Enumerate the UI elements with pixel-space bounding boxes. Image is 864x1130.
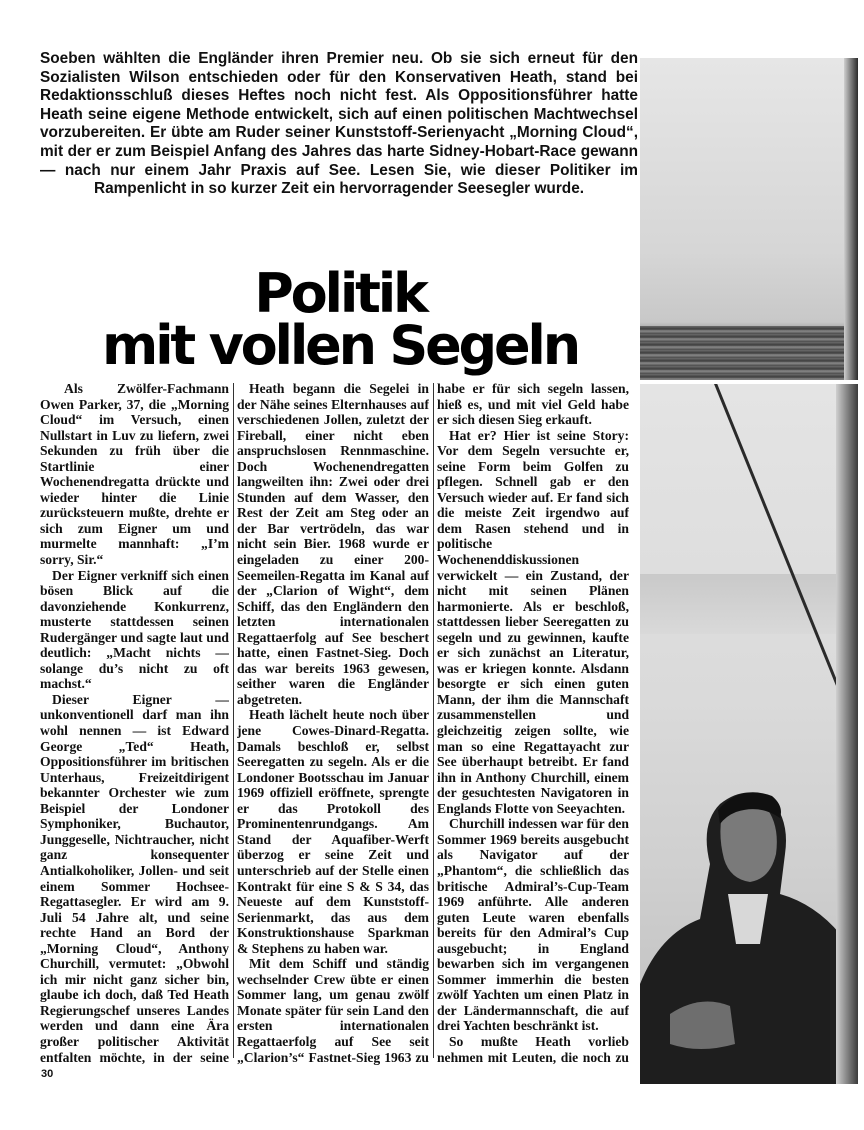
photo-yachtsman <box>640 384 858 1084</box>
column-paragraph: Heath lächelt heute noch über jene Cowes-Dinard-Regatta. Damals beschloß er, selbst Seeregatten zu segeln. Als er die Londoner Bootsschau im Januar 1969 offiziell eröffnete, sprengte er das Protokoll des Prominentenrundgangs. Am Stand der Aquafiber-Werft überzog er seine Zeit und unterschrieb auf der Stelle einen Kontrakt für eine S & S 34, das Neueste auf dem Kunststoff-Serienmarkt, das aus dem Konstruktionshause Sparkman & Stephens zu haben war. <box>237 707 429 956</box>
column-divider <box>233 383 234 1058</box>
column-paragraph: Churchill indessen war für den Sommer 1969 bereits ausgebucht als Navigator auf der „Phantom“, die schließlich das britische Admiral’s-Cup-Team 1969 anführte. Alle anderen guten Leute waren ebenfalls bereits für den Admiral’s Cup ausgebucht; in England bewarben sich im vergangenen Sommer immerhin die besten zwölf Yachten um einen Platz in der Ländermannschaft, die auf drei Yachten beschränkt ist. <box>437 816 629 1034</box>
headline <box>80 262 600 377</box>
column-paragraph: Hat er? Hier ist seine Story: Vor dem Segeln versuchte er, seine Form beim Golfen zu pflegen. Schnell gab er den Versuch wieder auf. Er fand sich die meiste Zeit irgendwo auf dem Rasen stehend und in politische Wochenenddiskussionen verwickelt — ein Zustand, der nicht mit seinen Plänen harmonierte. Als er beschloß, stattdessen lieber Seeregatten zu segeln und zu gewinnen, kaufte er sich zunächst an Literatur, was er kriegen konnte. Alsdann besorgte er sich einen guten Mann, der ihm die Mannschaft zusammenstellen und gleichzeitig zeigen sollte, wie man so eine Regattayacht zur See überhaupt betreibt. Er fand ihn in Anthony Churchill, einem der gesuchtesten Navigatoren in Englands Flotte von Seeyachten. <box>437 427 629 816</box>
column-divider <box>433 383 434 1058</box>
text-column-3 <box>437 381 629 1066</box>
text-column-2 <box>237 381 429 1066</box>
column-paragraph: Der Eigner verkniff sich einen bösen Blick auf die davonziehende Konkurrenz, musterte stattdessen seinen Rudergänger und sagte laut und deutlich: „Macht nichts — solange du’s nicht zu oft machst.“ <box>40 567 229 692</box>
headline-line-2: mit vollen Segeln <box>102 314 578 377</box>
intro-paragraph: Soeben wählten die Engländer ihren Premier neu. Ob sie sich erneut für den Sozialisten Wilson entschieden oder für den Konservativen Heath, stand bei Redaktionsschluß dieses Heftes noch nicht fest. Als Oppositionsführer hatte Heath seine eigene Methode entwickelt, sich auf einen politischen Machtwechsel vorzubereiten. Er übte am Ruder seiner Kunststoff-Serienyacht „Morning Cloud“, mit der er zum Beispiel Anfang des Jahres das harte Sidney-Hobart-Race gewann — nach nur einem Jahr Praxis auf See. Lesen Sie, wie dieser Politiker im Rampenlicht in so kurzer Zeit ein hervorragender Seesegler wurde. <box>40 50 638 198</box>
headline-line-1: Politik <box>254 262 426 325</box>
column-paragraph: Als Zwölfer-Fachmann Owen Parker, 37, die „Morning Cloud“ im Versuch, einen Nullstart in Luv zu liefern, zwei Sekunden zu früh über die Startlinie einer Wochenendregatta drückte und wieder hinter die Linie zurücksteuern mußte, drehte er sich zum Eigner um und murmelte mannhaft: „I’m sorry, Sir.“ <box>40 381 229 568</box>
photo-sea-horizon <box>640 58 858 380</box>
column-paragraph: Heath begann die Segelei in der Nähe seines Elternhauses auf verschiedenen Jollen, zuletzt der Fireball, einer nicht eben anspruchslosen Rennmaschine. Doch Wochenendregatten langweilten ihn: Zwei oder drei Stunden auf dem Wasser, den Rest der Zeit am Steg oder an der Bar vertrödeln, das war nicht sein Bier. 1968 wurde er eingeladen zu einer 200-Seemeilen-Regatta im Kanal auf der „Clarion of Wight“, dem Schiff, das den Engländern den letzten internationalen Regattaerfolg auf See beschert hatte, einen Fastnet-Sieg. Doch das war bereits 1963 gewesen, seither waren die Engländer abgetreten. <box>237 381 429 707</box>
text-column-1 <box>40 381 229 1066</box>
column-paragraph: Dieser Eigner — unkonventionell darf man ihn wohl nennen — ist Edward George „Ted“ Heath, Oppositionsführer im britischen Unterhaus, Freizeitdirigent bekannter Orchester wie zum Beispiel der Londoner Symphoniker, Buchautor, Junggeselle, Nichtraucher, nicht ganz konsequenter Antialkoholiker, Jollen- und seit einem Sommer Hochsee-Regattasegler. Er wird am 9. Juli 54 Jahre alt, und seine rechte Hand an Bord der „Morning Cloud“, Anthony Churchill, vermutet: „Obwohl ich mir nicht ganz sicher bin, glaube ich doch, daß Ted Heath Regierungschef unseres Landes werden und dann eine Ära großer politischer Aktivität entfalten möchte, in der seine <box>40 691 229 1065</box>
photo-sailor-figure <box>640 744 858 1084</box>
photo-horizon <box>640 574 858 634</box>
photo-sea-surface <box>640 326 858 380</box>
column-paragraph: Mit dem Schiff und ständig wechselnder Crew übte er einen Sommer lang, um genau zwölf Monate später für sein Land den ersten internationalen Regattaerfolg auf See seit „Clarion’s“ Fastnet-Sieg 1963 zu <box>237 956 429 1065</box>
column-paragraph: habe er für sich segeln lassen, hieß es, und mit viel Geld habe er sich diesen Sieg erkauft. <box>437 381 629 428</box>
page-number: 30 <box>41 1068 54 1080</box>
photo-edge-shadow <box>836 384 858 1084</box>
column-paragraph: So mußte Heath vorlieb nehmen mit Leuten, die noch zu <box>437 1033 629 1065</box>
photo-mast-line <box>710 384 848 708</box>
photo-edge-shadow <box>844 58 858 380</box>
